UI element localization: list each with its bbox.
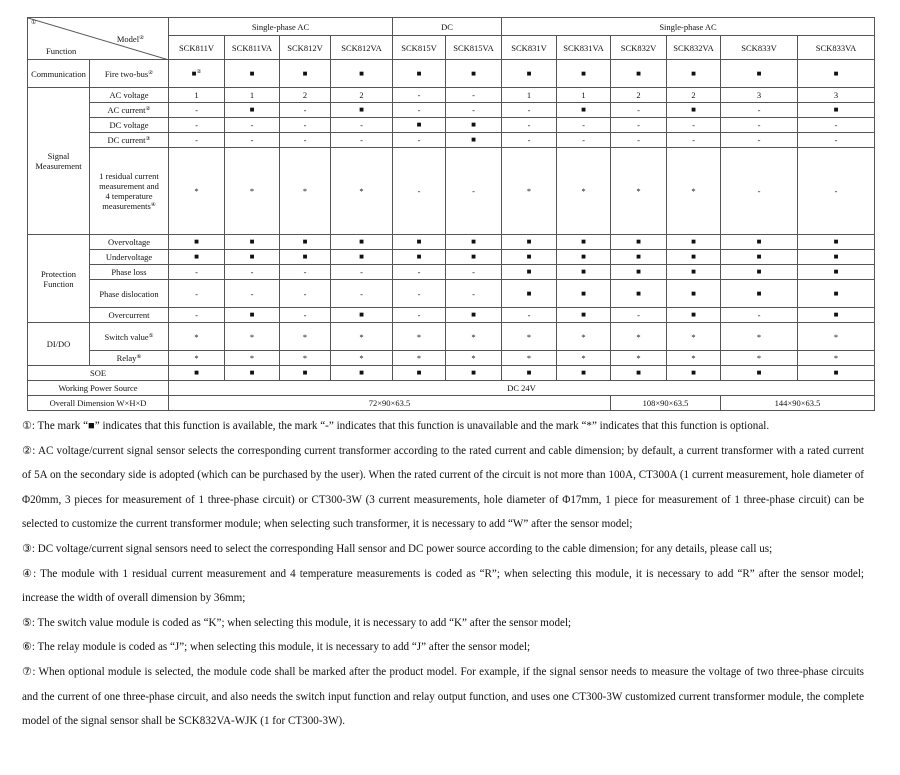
value-cell: - (721, 308, 798, 323)
feature-label-cell (90, 265, 169, 280)
feature-label-cell (90, 280, 169, 308)
model-header: SCK831V (502, 36, 557, 60)
value-cell: - (798, 148, 875, 235)
table-row (28, 133, 875, 148)
value-cell: ■ (225, 250, 280, 265)
value-cell: - (225, 265, 280, 280)
dimension-label: Overall Dimension W×H×D (28, 396, 169, 411)
value-cell: ■ (667, 280, 721, 308)
value-cell: - (611, 308, 667, 323)
value-cell: ■② (169, 60, 225, 88)
value-cell: ■ (225, 103, 280, 118)
footnote-text: : AC voltage/current signal sensor selects the corresponding current transformer according to the rated current and cable dimension; by default, a current transformer with a rated current of 5A on the secondary side is adopted (which can be purchased by the user). When the rated current of the circuit is not more than 100A, CT300A (1 current measurement, hole diameter of Φ20mm, 3 pieces for measurement of 1 three-phase circuit) or CT300-3W (3 current measurements, hole diameter of Φ17mm, 1 piece for measurement of 1 three-phase circuit) can be selected to customize the current transformer module; when selecting such transformer, it is necessary to add “W” after the sensor model; (22, 444, 864, 531)
value-cell: - (502, 308, 557, 323)
feature-label-cell (90, 60, 169, 88)
value-cell: ■ (331, 103, 393, 118)
value-cell: * (225, 323, 280, 351)
table-row (28, 280, 875, 308)
value-cell: ■ (502, 250, 557, 265)
value-cell: 1 (557, 88, 611, 103)
feature-label-cell (90, 133, 169, 148)
value-cell: ■ (446, 366, 502, 381)
value-cell: * (331, 323, 393, 351)
value-cell: ■ (280, 366, 331, 381)
value-cell: ■ (446, 235, 502, 250)
value-cell: ■ (446, 250, 502, 265)
value-cell: - (169, 265, 225, 280)
note-ref: ② (145, 106, 151, 112)
value-cell: ■ (798, 366, 875, 381)
footnote-text: : The relay module is coded as “J”; when selecting this module, it is necessary to add “J” after the sensor model; (31, 641, 531, 654)
value-cell: - (280, 133, 331, 148)
value-cell: * (611, 148, 667, 235)
value-cell: ■ (393, 118, 446, 133)
footnote (22, 611, 864, 636)
value-cell: ■ (280, 250, 331, 265)
model-header: SCK812VA (331, 36, 393, 60)
header-diagonal-cell (28, 18, 169, 60)
table-row (28, 60, 875, 88)
model-header: SCK812V (280, 36, 331, 60)
value-cell: * (798, 351, 875, 366)
note-ref: ② (148, 69, 154, 76)
value-cell: - (169, 280, 225, 308)
value-cell: ■ (667, 250, 721, 265)
value-cell: ■ (331, 60, 393, 88)
value-cell: 3 (798, 88, 875, 103)
feature-label: Phase loss (111, 267, 147, 277)
value-cell: * (611, 323, 667, 351)
value-cell: ■ (557, 366, 611, 381)
value-cell: - (169, 103, 225, 118)
feature-label: Overvoltage (107, 237, 150, 247)
table-row (28, 381, 875, 396)
value-cell: * (502, 323, 557, 351)
value-cell: ■ (446, 118, 502, 133)
value-cell: ■ (393, 250, 446, 265)
value-cell: * (667, 323, 721, 351)
footnote-mark: ⑤ (22, 615, 32, 629)
value-cell: - (798, 133, 875, 148)
feature-label: DC current (107, 135, 146, 145)
value-cell: ■ (611, 250, 667, 265)
feature-label: Phase dislocation (99, 288, 159, 299)
model-header: SCK831VA (557, 36, 611, 60)
value-cell: * (667, 148, 721, 235)
function-group-cell: Signal Measurement (28, 88, 90, 235)
table-row (28, 308, 875, 323)
note-ref: ② (196, 68, 202, 75)
value-cell: * (169, 323, 225, 351)
value-cell: * (502, 148, 557, 235)
feature-label: Switch value (104, 331, 149, 342)
value-cell: * (611, 351, 667, 366)
value-cell: ■ (225, 235, 280, 250)
value-cell: ■ (557, 250, 611, 265)
value-cell: ■ (557, 280, 611, 308)
model-header: SCK833V (721, 36, 798, 60)
feature-label: Overcurrent (108, 310, 150, 320)
note-ref: ⑤ (148, 332, 154, 339)
footnote-mark: ⑦ (22, 664, 33, 678)
table-row (28, 118, 875, 133)
footnote-text: : The switch value module is coded as “K”; when selecting this module, it is necessary to add “K” after the sensor model; (31, 616, 572, 629)
value-cell: - (169, 118, 225, 133)
value-cell: ■ (721, 265, 798, 280)
value-cell: ■ (225, 308, 280, 323)
value-cell: - (557, 118, 611, 133)
footnote (22, 414, 864, 439)
value-cell: * (280, 351, 331, 366)
value-cell: ■ (721, 235, 798, 250)
value-cell: ■ (611, 60, 667, 88)
feature-label-cell (90, 235, 169, 250)
value-cell: ■ (611, 366, 667, 381)
value-cell: ■ (502, 235, 557, 250)
value-cell: ■ (280, 235, 331, 250)
value-cell: * (557, 323, 611, 351)
value-cell: ■ (169, 235, 225, 250)
value-cell: * (502, 351, 557, 366)
table-row (28, 18, 875, 36)
value-cell: ■ (225, 366, 280, 381)
value-cell: ■ (331, 308, 393, 323)
value-cell: - (169, 133, 225, 148)
feature-label-cell (90, 88, 169, 103)
note-ref: ④ (150, 202, 156, 208)
footnote-mark: ③ (22, 541, 32, 555)
value-cell: - (502, 133, 557, 148)
value-cell: ■ (611, 235, 667, 250)
value-cell: - (280, 280, 331, 308)
value-cell: - (225, 280, 280, 308)
value-cell: * (393, 323, 446, 351)
feature-label-cell (90, 351, 169, 366)
value-cell: ■ (667, 265, 721, 280)
footnote-text: : DC voltage/current signal sensors need to select the corresponding Hall sensor and DC power source according to the cable dimension; for any details, please call us; (31, 542, 773, 555)
function-group-cell: Communication (28, 60, 90, 88)
value-cell: - (331, 280, 393, 308)
value-cell: - (393, 148, 446, 235)
value-cell: ■ (667, 308, 721, 323)
feature-label-cell (90, 148, 169, 235)
value-cell: 2 (667, 88, 721, 103)
table-row (28, 366, 875, 381)
value-cell: ■ (721, 280, 798, 308)
value-cell: ■ (798, 308, 875, 323)
footnote (22, 537, 864, 562)
note-ref: ③ (145, 136, 151, 142)
value-cell: ■ (557, 265, 611, 280)
value-cell: * (331, 351, 393, 366)
value-cell: * (225, 351, 280, 366)
value-cell: ■ (446, 308, 502, 323)
power-value: DC 24V (169, 381, 875, 396)
function-label: Function (46, 46, 77, 56)
value-cell: ■ (611, 280, 667, 308)
value-cell: ■ (798, 265, 875, 280)
value-cell: 3 (721, 88, 798, 103)
table-row (28, 148, 875, 235)
value-cell: - (225, 118, 280, 133)
spec-table (27, 17, 875, 411)
model-header: SCK832V (611, 36, 667, 60)
value-cell: - (280, 265, 331, 280)
footnote-text: : The mark “■” indicates that this function is available, the mark “-” indicates that this function is unavailable and the mark “*” indicates that this function is optional. (31, 420, 770, 432)
value-cell: 1 (225, 88, 280, 103)
feature-label-cell (90, 118, 169, 133)
feature-label: AC voltage (109, 90, 149, 100)
footnote-mark: ④ (22, 566, 34, 580)
group-header: Single-phase AC (169, 18, 393, 36)
value-cell: ■ (557, 308, 611, 323)
footnote-mark: ⑥ (22, 640, 32, 654)
value-cell: ■ (169, 250, 225, 265)
value-cell: ■ (331, 250, 393, 265)
value-cell: * (169, 148, 225, 235)
table-row (28, 351, 875, 366)
footnote (22, 439, 864, 537)
value-cell: - (446, 103, 502, 118)
value-cell: - (280, 103, 331, 118)
feature-label-cell (90, 308, 169, 323)
footnote-text: : The module with 1 residual current measurement and 4 temperature measurements is coded as “R”; when selecting this module, it is necessary to add “R” after the sensor model; increase the width of overall dimension by 36mm; (22, 567, 864, 605)
function-group-cell: DI/DO (28, 323, 90, 366)
value-cell: - (169, 308, 225, 323)
model-header: SCK811VA (225, 36, 280, 60)
model-header: SCK815V (393, 36, 446, 60)
table-row (28, 396, 875, 411)
feature-label: DC voltage (109, 120, 149, 130)
value-cell: ■ (502, 366, 557, 381)
value-cell: ■ (331, 235, 393, 250)
feature-label-cell (90, 323, 169, 351)
dimension-value: 144×90×63.5 (721, 396, 875, 411)
value-cell: * (798, 323, 875, 351)
value-cell: - (393, 280, 446, 308)
value-cell: 2 (611, 88, 667, 103)
value-cell: * (667, 351, 721, 366)
footnotes (22, 414, 864, 734)
value-cell: * (169, 351, 225, 366)
value-cell: * (557, 351, 611, 366)
value-cell: * (721, 351, 798, 366)
value-cell: ■ (557, 60, 611, 88)
value-cell: - (225, 133, 280, 148)
value-cell: - (721, 118, 798, 133)
value-cell: ■ (667, 60, 721, 88)
value-cell: ■ (798, 103, 875, 118)
corner-note-ref: ① (31, 20, 37, 26)
table-row (28, 265, 875, 280)
value-cell: - (721, 133, 798, 148)
value-cell: ■ (798, 250, 875, 265)
value-cell: ■ (502, 280, 557, 308)
footnote-mark: ② (22, 443, 33, 457)
feature-label: AC current (107, 105, 146, 115)
value-cell: 2 (280, 88, 331, 103)
value-cell: ■ (225, 60, 280, 88)
model-header: SCK811V (169, 36, 225, 60)
feature-label: Relay (116, 353, 137, 363)
value-cell: 2 (331, 88, 393, 103)
model-label (117, 34, 144, 44)
value-cell: ■ (721, 250, 798, 265)
footnote (22, 562, 864, 611)
value-cell: ■ (502, 60, 557, 88)
function-group-cell: Protection Function (28, 235, 90, 323)
table-row (28, 250, 875, 265)
value-cell: - (280, 118, 331, 133)
value-cell: - (393, 265, 446, 280)
value-cell: ■ (557, 235, 611, 250)
power-label: Working Power Source (28, 381, 169, 396)
value-cell: - (502, 103, 557, 118)
value-cell: - (393, 133, 446, 148)
value-cell: ■ (667, 235, 721, 250)
footnote-mark: ① (22, 419, 32, 432)
value-cell: - (393, 88, 446, 103)
value-cell: - (721, 148, 798, 235)
value-cell: ■ (393, 60, 446, 88)
value-cell: * (331, 148, 393, 235)
value-cell: ■ (721, 366, 798, 381)
value-cell: ■ (798, 280, 875, 308)
table-row (28, 88, 875, 103)
value-cell: * (280, 148, 331, 235)
value-cell: - (667, 118, 721, 133)
value-cell: * (446, 323, 502, 351)
value-cell: ■ (667, 103, 721, 118)
model-header: SCK832VA (667, 36, 721, 60)
footnote (22, 635, 864, 660)
value-cell: - (667, 133, 721, 148)
value-cell: * (446, 351, 502, 366)
value-cell: ■ (393, 235, 446, 250)
value-cell: ■ (798, 235, 875, 250)
feature-label: Undervoltage (105, 252, 153, 262)
value-cell: - (798, 118, 875, 133)
value-cell: * (557, 148, 611, 235)
value-cell: ■ (393, 366, 446, 381)
value-cell: - (611, 103, 667, 118)
value-cell: - (393, 103, 446, 118)
feature-label: 1 residual current measurement and 4 temperature measurements (99, 171, 159, 211)
value-cell: ■ (331, 366, 393, 381)
value-cell: * (393, 351, 446, 366)
value-cell: ■ (502, 265, 557, 280)
note-ref: ② (139, 35, 144, 41)
model-header: SCK815VA (446, 36, 502, 60)
value-cell: ■ (280, 60, 331, 88)
value-cell: - (611, 118, 667, 133)
feature-label-cell (90, 250, 169, 265)
dimension-value: 72×90×63.5 (169, 396, 611, 411)
value-cell: - (280, 308, 331, 323)
dimension-value: 108×90×63.5 (611, 396, 721, 411)
value-cell: - (393, 308, 446, 323)
value-cell: * (280, 323, 331, 351)
value-cell: * (225, 148, 280, 235)
value-cell: ■ (446, 60, 502, 88)
value-cell: - (721, 103, 798, 118)
value-cell: * (721, 323, 798, 351)
footnote-text: : When optional module is selected, the module code shall be marked after the product model. For example, if the signal sensor needs to measure the voltage of two three-phase circuits and the current of one three-phase circuit, and also needs the switch input function and relay output function, and uses one CT300-3W customized current transformer module, the complete model of the signal sensor shall be SCK832VA-WJK (1 for CT300-3W). (22, 665, 864, 728)
table-row (28, 323, 875, 351)
model-header: SCK833VA (798, 36, 875, 60)
value-cell: - (446, 88, 502, 103)
group-header: Single-phase AC (502, 18, 875, 36)
feature-label-cell (90, 103, 169, 118)
value-cell: - (331, 265, 393, 280)
value-cell: - (446, 280, 502, 308)
feature-label: Fire two-bus (104, 68, 149, 79)
soe-label: SOE (28, 366, 169, 381)
value-cell: ■ (611, 265, 667, 280)
value-cell: ■ (721, 60, 798, 88)
value-cell: 1 (169, 88, 225, 103)
value-cell: - (331, 118, 393, 133)
value-cell: ■ (169, 366, 225, 381)
value-cell: - (446, 265, 502, 280)
table-row (28, 235, 875, 250)
footnote (22, 660, 864, 734)
value-cell: - (557, 133, 611, 148)
value-cell: ■ (557, 103, 611, 118)
model-label-text: Model (116, 34, 140, 44)
value-cell: - (502, 118, 557, 133)
value-cell: ■ (446, 133, 502, 148)
group-header: DC (393, 18, 502, 36)
value-cell: - (611, 133, 667, 148)
value-cell: - (446, 148, 502, 235)
value-cell: ■ (798, 60, 875, 88)
value-cell: 1 (502, 88, 557, 103)
table-row (28, 103, 875, 118)
note-ref: ⑥ (136, 354, 142, 360)
value-cell: ■ (667, 366, 721, 381)
value-cell: - (331, 133, 393, 148)
